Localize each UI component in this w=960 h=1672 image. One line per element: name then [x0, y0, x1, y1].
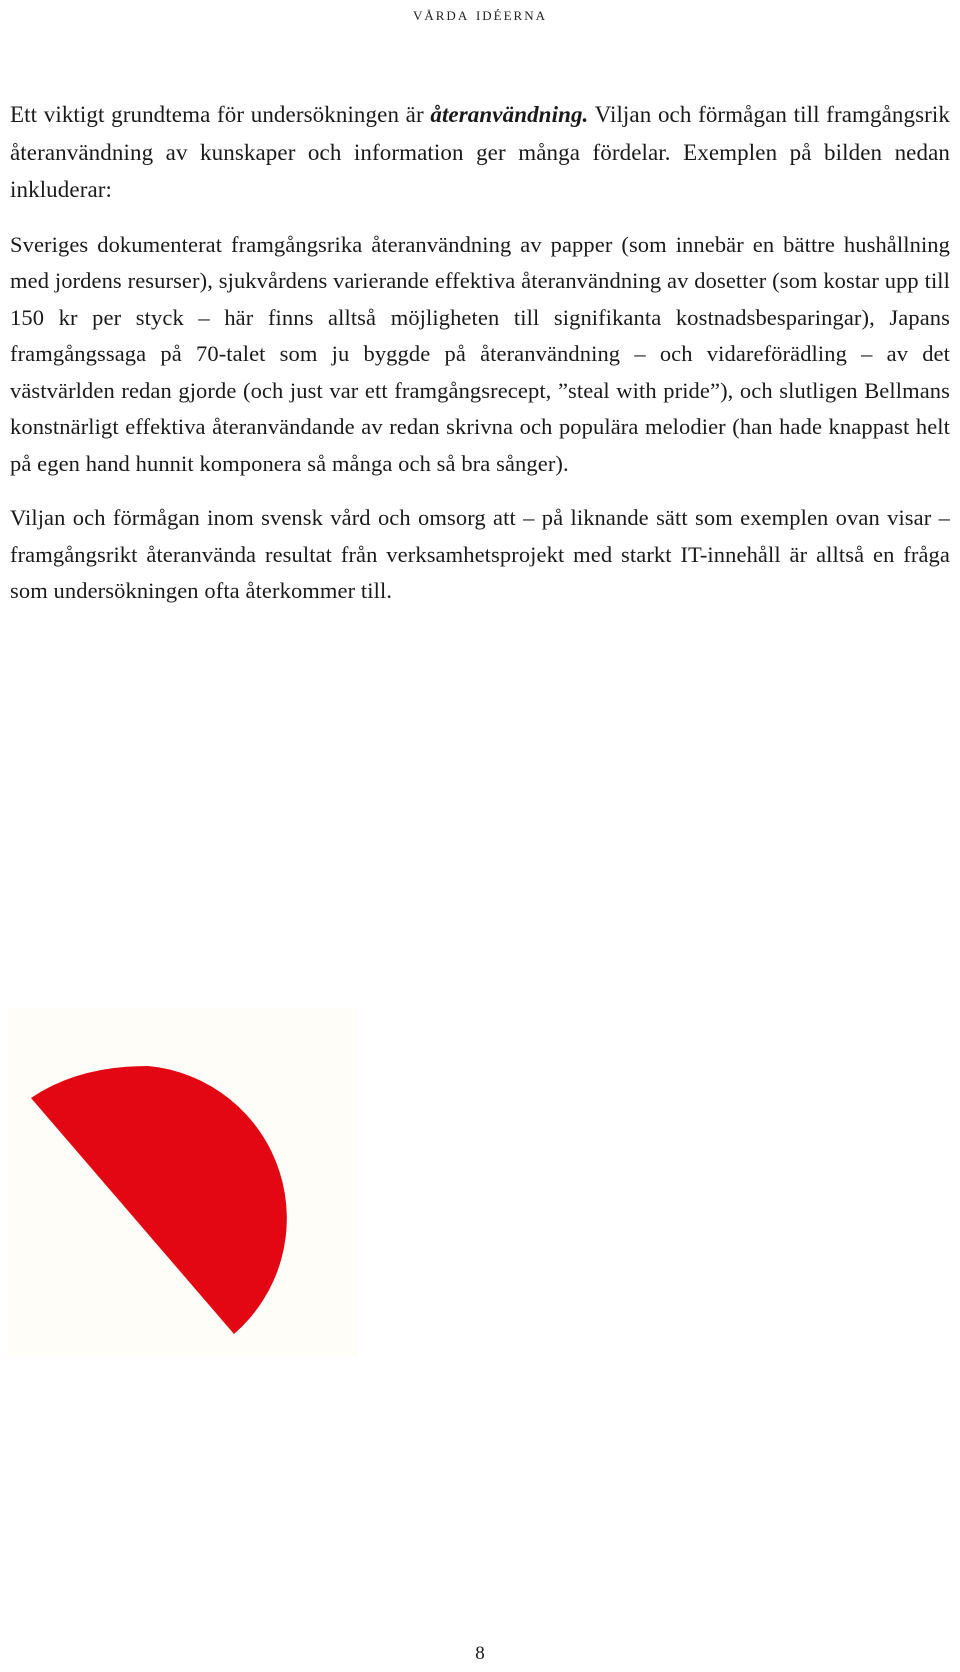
page-number: 8	[475, 1643, 485, 1664]
intro-text-end: Viljan och förmågan till framgångsrik återanvändning av kunskaper och information ger många fördelar. Exemplen på bilden nedan inkluderar:	[10, 102, 951, 202]
paragraph-intro	[10, 96, 950, 209]
running-header: vårda idéerna	[412, 4, 548, 25]
red-half-disc	[31, 1066, 287, 1334]
intro-text-start: Ett viktigt grundtema för undersökningen är	[10, 102, 431, 127]
illustration-svg	[8, 1008, 358, 1358]
paragraph-examples: Sveriges dokumenterat framgångsrika återanvändning av papper (som innebär en bättre hushållning med jordens resurser), sjukvårdens varierande effektiva återanvändning av dosetter (som kostar upp till 150 kr per styck – här finns alltså möjligheten till signifikanta kostnadsbesparingar), Japans framgångssaga på 70-talet som ju byggde på återanvändning – och vidareförädling – av det västvärlden redan gjorde (och just var ett framgångsrecept, ”steal with pride”), och slutligen Bellmans konstnärligt effektiva återanvändande av redan skrivna och populära melodier (han hade knappast helt på egen hand hunnit komponera så många och så bra sånger).	[10, 231, 950, 476]
red-semicircle-illustration	[8, 1008, 358, 1358]
paragraph-conclusion: Viljan och förmågan inom svensk vård och omsorg att – på liknande sätt som exemplen ovan visar – framgångsrikt återanvända resultat från verksamhetsprojekt med starkt IT-innehåll är alltså en fråga som undersökningen ofta återkommer till.	[10, 505, 950, 603]
emphasized-term: återanvändning.	[430, 102, 589, 127]
body-text	[10, 96, 950, 610]
